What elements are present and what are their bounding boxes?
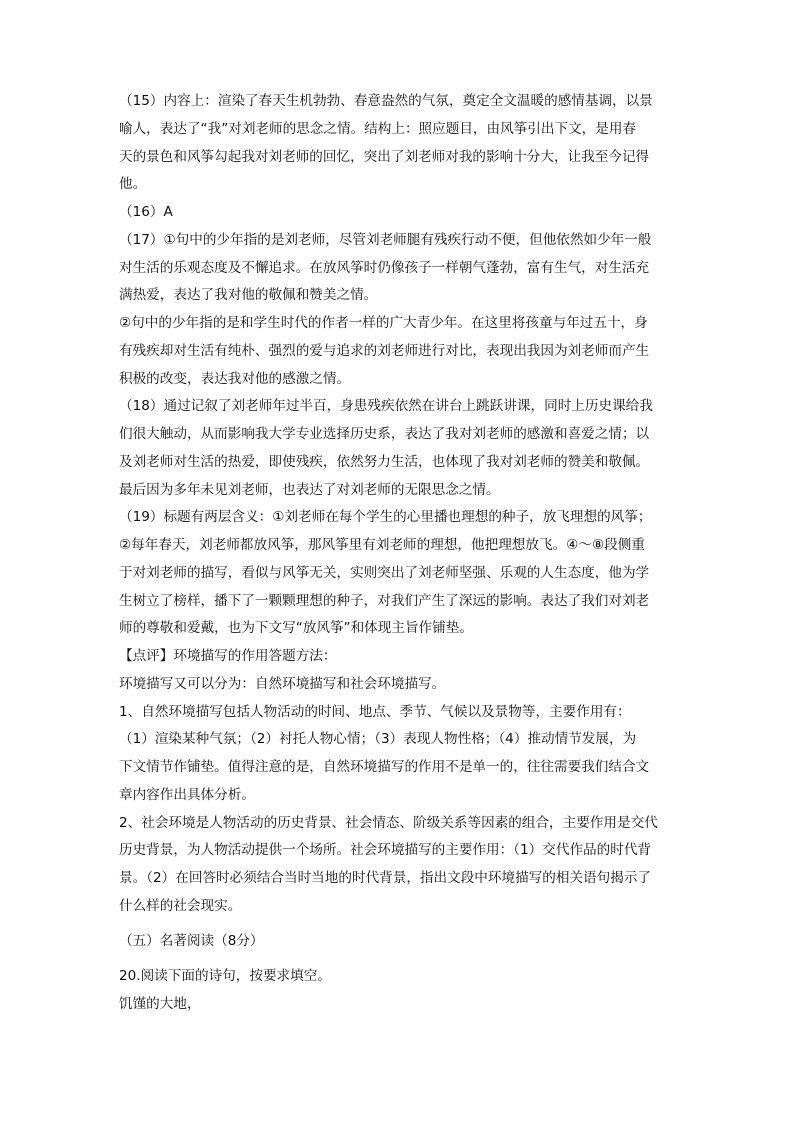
paragraph-a16 bbox=[119, 199, 689, 227]
poem-line: 饥馑的大地， bbox=[119, 996, 201, 1012]
text-line: 下文情节作铺垫。值得注意的是，自然环境描写的作用不是单一的，往往需要我们结合文 bbox=[119, 759, 650, 775]
text-line: 环境描写又可以分为：自然环境描写和社会环境描写。 bbox=[119, 675, 446, 692]
text-line: （1）渲染某种气氛；（2）衬托人物心情；（3）表现人物性格；（4）推动情节发展，为 bbox=[119, 731, 637, 748]
text-line: 生树立了榜样，播下了一颗颗理想的种子，对我们产生了深远的影响。表达了我们对刘老 bbox=[119, 592, 650, 609]
text-line: 师的尊敬和爱戴，也为下文写“放风筝”和体现主旨作铺垫。 bbox=[119, 620, 473, 637]
text-line: 满热爱，表达了我对他的敬佩和赞美之情。 bbox=[119, 287, 378, 304]
text-line: （15）内容上：渲染了春天生机勃勃、春意盎然的气氛，奠定全文温暖的感情基调，以景 bbox=[119, 93, 653, 109]
text-line: 对生活的乐观态度及不懈追求。在放风筝时仍像孩子一样朝气蓬勃，富有生气，对生活充 bbox=[119, 259, 650, 276]
text-line: 2、社会环境是人物活动的历史背景、社会情态、阶级关系等因素的组合，主要作用是交代 bbox=[119, 814, 658, 831]
text-line: 景。（2）在回答时必须结合当时当地的时代背景，指出文段中环境描写的相关语句揭示了 bbox=[119, 870, 652, 886]
text-line: ②句中的少年指的是和学生时代的作者一样的广大青少年。在这里将孩童与年过五十，身 bbox=[119, 315, 648, 331]
question-20: 20.阅读下面的诗句，按要求填空。 bbox=[119, 968, 331, 985]
text-line: 积极的改变，表达我对他的感激之情。 bbox=[119, 370, 351, 387]
paragraph-a15 bbox=[119, 88, 689, 199]
text-line: 1、自然环境描写包括人物活动的时间、地点、季节、气候以及景物等，主要作用有： bbox=[119, 703, 631, 720]
text-line: 他。 bbox=[119, 176, 147, 193]
text-line: （19）标题有两层含义：①刘老师在每个学生的心里播也理想的种子，放飞理想的风筝； bbox=[119, 509, 652, 526]
paragraph-a17b bbox=[119, 310, 689, 393]
answer-paragraphs bbox=[119, 88, 689, 921]
text-line: 【点评】环境描写的作用答题方法： bbox=[119, 648, 337, 664]
paragraph-a18 bbox=[119, 393, 689, 504]
paragraph-a19 bbox=[119, 504, 689, 643]
text-line: 于对刘老师的描写，看似与风筝无关，实则突出了刘老师坚强、乐观的人生态度，他为学 bbox=[119, 564, 650, 581]
text-line: 什么样的社会现实。 bbox=[119, 897, 242, 914]
paragraph-comment bbox=[119, 643, 689, 671]
text-line: 最后因为多年未见刘老师，也表达了对刘老师的无限思念之情。 bbox=[119, 481, 500, 498]
document-page bbox=[119, 88, 689, 1019]
text-line: 喻人，表达了“我”对刘老师的思念之情。结构上：照应题目，由风筝引出下文，是用春 bbox=[119, 120, 637, 137]
text-line: 及刘老师对生活的热爱，即使残疾，依然努力生活，也体现了我对刘老师的赞美和敬佩。 bbox=[119, 453, 650, 470]
paragraph-c0 bbox=[119, 671, 689, 699]
text-line: 们很大触动，从而影响我大学专业选择历史系，表达了我对刘老师的感激和喜爱之情；以 bbox=[119, 426, 650, 442]
text-line: ②每年春天，刘老师都放风筝，那风筝里有刘老师的理想，他把理想放飞。④～⑧段侧重 bbox=[119, 537, 645, 553]
paragraph-c1 bbox=[119, 699, 689, 727]
text-line: （18）通过记叙了刘老师年过半百，身患残疾依然在讲台上跳跃讲课，同时上历史课给我 bbox=[119, 398, 653, 415]
paragraph-c2 bbox=[119, 810, 689, 921]
paragraph-c1b bbox=[119, 726, 689, 809]
text-line: 章内容作出具体分析。 bbox=[119, 786, 255, 803]
text-line: 有残疾却对生活有纯朴、强烈的爱与追求的刘老师进行对比，表现出我因为刘老师而产生 bbox=[119, 342, 650, 359]
section-heading: （五）名著阅读（8分） bbox=[119, 932, 264, 949]
text-line: （16）A bbox=[119, 204, 173, 220]
text-line: 历史背景，为人物活动提供一个场所。社会环境描写的主要作用：（1）交代作品的时代背 bbox=[119, 842, 652, 859]
text-line: （17）①句中的少年指的是刘老师，尽管刘老师腿有残疾行动不便，但他依然如少年一般 bbox=[119, 231, 652, 248]
text-line: 天的景色和风筝勾起我对刘老师的回忆，突出了刘老师对我的影响十分大，让我至今记得 bbox=[119, 148, 650, 165]
paragraph-a17 bbox=[119, 227, 689, 310]
